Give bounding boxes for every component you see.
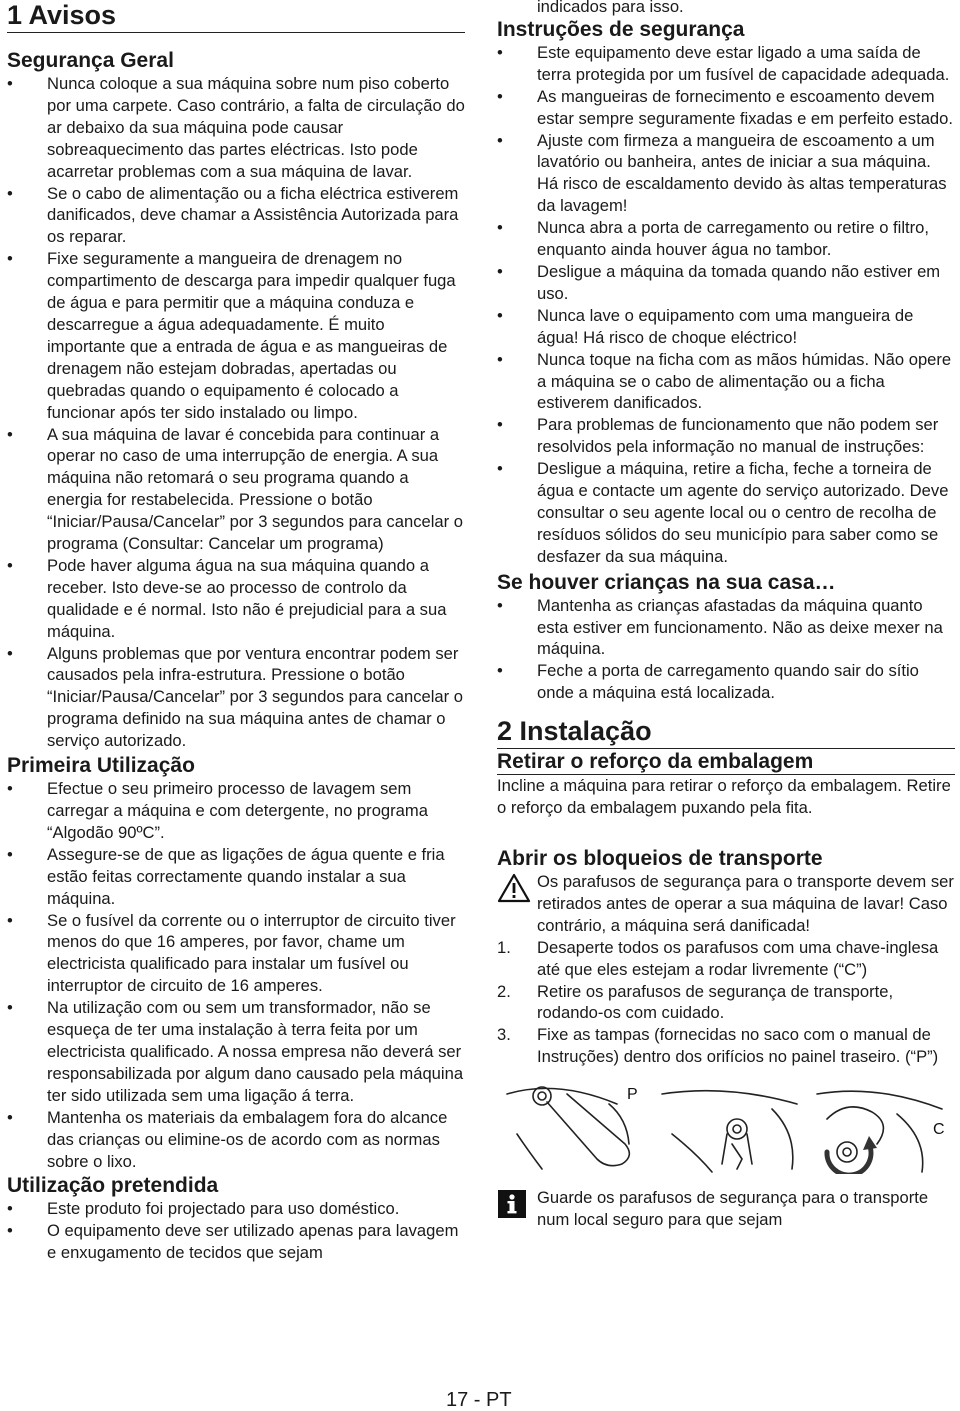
list-item: • Para problemas de funcionamento que não podem ser resolvidos pela informação no manual de instruções: [497,414,955,458]
step-text: Fixe as tampas (fornecidas no saco com o manual de Instruções) dentro dos orifícios no painel traseiro. (“P”) [537,1025,939,1067]
list-item: • As mangueiras de fornecimento e escoamento devem estar sempre seguramente fixadas e em perfeito estado. [497,86,955,130]
list-item: • Fixe seguramente a mangueira de drenagem no compartimento de descarga para impedir qualquer fuga de água e para permitir que a máquina conduza e descarregue a água adequadamente. É muito importante que a entrada de água e as mangueiras de drenagem não estejam dobradas, apertadas ou quebradas quando o equipamento é colocado a funcionar após ter sido instalado ou limpo. [7,248,465,423]
info-icon [497,1189,527,1225]
heading-retirar-reforco: Retirar o reforço da embalagem [497,750,955,775]
list-item: • Na utilização com ou sem um transformador, não se esqueça de ter uma instalação à terra feita por um electricista qualificado. A nossa empresa não deverá ser responsabilizada por algum dano causado pela máquina ter sido utilizada sem uma ligação á terra. [7,997,465,1107]
list-item: • Se o cabo de alimentação ou a ficha eléctrica estiverem danificados, deve chamar a Assistência Autorizada para os reparar. [7,183,465,249]
list-item: • Desligue a máquina da tomada quando não estiver em uso. [497,261,955,305]
list-item: • Nunca toque na ficha com as mãos húmidas. Não opere a máquina se o cabo de alimentação ou a ficha estiverem danificados. [497,349,955,415]
heading-criancas: Se houver crianças na sua casa… [497,570,836,594]
retirar-reforco-text: Incline a máquina para retirar o reforço da embalagem. Retire o reforço da embalagem puxando pela fita. [497,776,951,818]
heading-primeira-utilizacao: Primeira Utilização [7,754,195,778]
list-item: • Ajuste com firmeza a mangueira de escoamento a um lavatório ou banheira, antes de iniciar a sua máquina. Há risco de escaldamento devido às altas temperaturas da lavagem! [497,130,955,218]
section-title-avisos: 1 Avisos [7,0,465,33]
warning-text: Os parafusos de segurança para o transporte devem ser retirados antes de operar a sua máquina de lavar! Caso contrário, a máquina será danificada! [537,872,954,935]
heading-instrucoes-seguranca: Instruções de segurança [497,17,745,41]
list-item: • Este produto foi projectado para uso doméstico. [7,1198,465,1220]
list-item: • Mantenha os materiais da embalagem fora do alcance das crianças ou elimine-os de acordo com as normas sobre o lixo. [7,1107,465,1173]
steps-list [497,937,955,1068]
warning-triangle-icon [497,873,531,909]
list-item: • Nunca lave o equipamento com uma mangueira de água! Há risco de choque eléctrico! [497,305,955,349]
step-number: 3. [497,1025,511,1045]
step-item [497,1024,955,1068]
left-column [7,0,465,1264]
list-item: • Assegure-se de que as ligações de água quente e fria estão feitas correctamente quando instalar a sua máquina. [7,844,465,910]
list-item: • Se o fusível da corrente ou o interruptor de circuito tiver menos do que 16 amperes, por favor, chame um electricista qualificado para instalar um fusível ou interruptor de circuito de 16 amperes. [7,910,465,998]
list-item: • O equipamento deve ser utilizado apenas para lavagem e enxugamento de tecidos que sejam [7,1220,465,1264]
list-instrucoes-seguranca [497,42,955,568]
figure-label-p: P [627,1086,638,1104]
step-text: Retire os parafusos de segurança de transporte, rodando-os com cuidado. [537,981,894,1023]
list-primeira-utilizacao [7,778,465,1172]
list-item: • A sua máquina de lavar é concebida para continuar a operar no caso de uma interrupção de energia. A sua máquina não retomará o seu programa quando a energia for restabelecida. Pressione o botão “Iniciar/Pausa/Cancelar” por 3 segundos para cancelar o programa (Consultar: Cancelar um programa) [7,424,465,555]
list-item: • Este equipamento deve estar ligado a uma saída de terra protegida por um fusível de capacidade adequada. [497,42,955,86]
section-title-instalacao: 2 Instalação [497,716,955,749]
continuation-text: indicados para isso. [537,0,684,16]
figure-label-c: C [933,1121,945,1139]
list-item: • Alguns problemas que por ventura encontrar podem ser causados pela infra-estrutura. Pressione o botão “Iniciar/Pausa/Cancelar” por 3 segundos para cancelar o programa definido na sua máquina antes de chamar o serviço autorizado. [7,643,465,753]
step-number: 2. [497,981,511,1001]
info-text: Guarde os parafusos de segurança para o transporte num local seguro para que sejam [537,1188,929,1230]
step-item [497,981,955,1025]
page-number: 17 - PT [446,1389,512,1411]
list-item: • Pode haver alguma água na sua máquina quando a receber. Isto deve-se ao processo de controlo da qualidade e é normal. Isto não é prejudicial para a sua máquina. [7,555,465,643]
list-item: • Efectue o seu primeiro processo de lavagem sem carregar a máquina e com detergente, no programa “Algodão 90ºC”. [7,778,465,844]
heading-seguranca-geral: Segurança Geral [7,49,174,72]
step-number: 1. [497,937,511,957]
heading-utilizacao-pretendida: Utilização pretendida [7,1174,219,1198]
right-column [497,0,955,1231]
list-utilizacao-pretendida [7,1198,465,1264]
list-criancas [497,595,955,705]
list-item: • Mantenha as crianças afastadas da máquina quanto esta estiver em funcionamento. Não as deixe mexer na máquina. [497,595,955,661]
list-item: • Desligue a máquina, retire a ficha, feche a torneira de água e contacte um agente do serviço autorizado. Deve consultar o seu agente local ou o centro de recolha de resíduos sólidos do seu município para saber como se desfazer da sua máquina. [497,458,955,568]
step-text: Desaperte todos os parafusos com uma chave-inglesa até que eles estejam a rodar livremente (“C”) [537,937,939,979]
list-item: • Feche a porta de carregamento quando sair do sítio onde a máquina está localizada. [497,660,955,704]
info-note [497,1187,955,1231]
list-seguranca-geral [7,73,465,752]
list-item: • Nunca coloque a sua máquina sobre num piso coberto por uma carpete. Caso contrário, a falta de circulação do ar debaixo da sua máquina pode causar sobreaquecimento das partes eléctricas. Isto pode acarretar problemas com a sua máquina de lavar. [7,73,465,183]
transport-bolts-illustration [497,1074,955,1179]
step-item [497,937,955,981]
warning-note [497,871,955,937]
list-item: • Nunca abra a porta de carregamento ou retire o filtro, enquanto ainda houver água no tambor. [497,217,955,261]
heading-abrir-bloqueios: Abrir os bloqueios de transporte [497,847,823,870]
